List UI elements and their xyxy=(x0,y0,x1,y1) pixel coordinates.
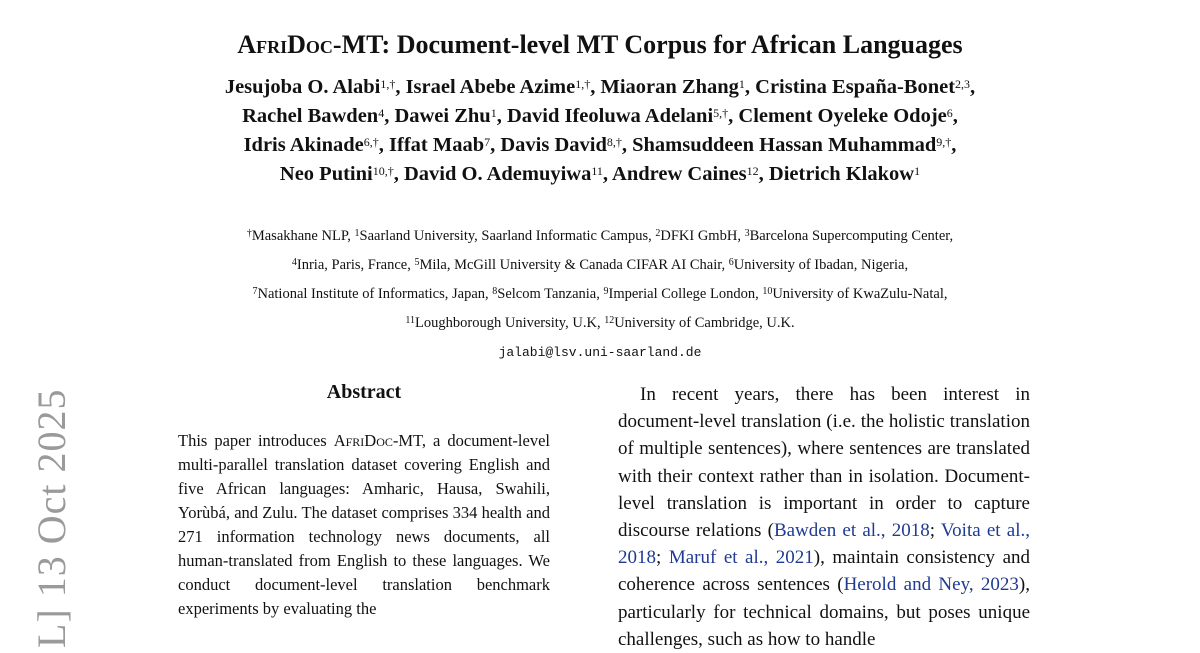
abstract-name-suffix: -MT xyxy=(392,431,422,450)
affiliation-marker: 12 xyxy=(604,315,615,326)
affiliation-name: DFKI GmbH xyxy=(660,228,738,244)
citation-link[interactable]: Bawden et al., 2018 xyxy=(773,520,930,542)
author-name: Clement Oyeleke Odoje xyxy=(738,105,947,127)
abstract-heading: Abstract xyxy=(326,381,402,403)
affiliation-marker: 8 xyxy=(492,286,498,297)
author-affiliation-marker: 6 xyxy=(946,106,953,120)
author-affiliation-marker: 1 xyxy=(914,164,921,178)
paper-title xyxy=(0,30,1200,60)
citation-link[interactable]: Voita et al., 2018 xyxy=(618,520,1031,569)
title-name-suffix: -MT xyxy=(332,30,382,59)
author-affiliation-marker: 8,† xyxy=(606,135,622,149)
affiliation xyxy=(414,257,721,273)
author-affiliation-marker: 1 xyxy=(738,77,745,91)
affiliation xyxy=(604,286,756,302)
affiliation-name: Imperial College London xyxy=(608,286,756,302)
author-name: David Ifeoluwa Adelani xyxy=(506,105,714,127)
affiliation-name: University of Cambridge, U.K. xyxy=(614,315,795,331)
intro-separator: ; xyxy=(656,547,669,569)
affiliation-name: National Institute of Informatics, Japan xyxy=(257,286,486,302)
author-affiliation-marker: 1,† xyxy=(575,77,591,91)
affiliation-name: University of Ibadan, Nigeria xyxy=(733,257,905,273)
author-name: Dietrich Klakow xyxy=(768,163,915,185)
author-name: Jesujoba O. Alabi xyxy=(224,76,381,98)
author-name: Iffat Maab xyxy=(389,134,485,156)
affiliation-marker: 9 xyxy=(603,286,609,297)
author xyxy=(769,163,920,185)
abstract-body-text: , a document-level multi-parallel translation dataset covering English and five African languages: Amharic, Hausa, Swahili, Yorùbá, and Zulu. The dataset comprises 334 health and 271 information technology news documents, all human-translated from English to these languages. We conduct document-level translation benchmark experiments by evaluating the xyxy=(178,431,550,618)
abstract-text xyxy=(178,429,550,621)
author xyxy=(600,76,744,98)
author-affiliation-marker: 10,† xyxy=(372,164,394,178)
author xyxy=(389,134,490,156)
author-affiliation-marker: 5,† xyxy=(713,106,729,120)
author xyxy=(632,134,951,156)
affiliation xyxy=(355,228,649,244)
author xyxy=(507,105,728,127)
citation-link[interactable]: Maruf et al., 2021 xyxy=(668,547,814,569)
author xyxy=(738,105,952,127)
introduction-paragraph xyxy=(618,381,1030,653)
affiliation-name: Selcom Tanzania xyxy=(497,286,597,302)
affiliation xyxy=(655,228,737,244)
author xyxy=(242,105,384,127)
contact-email[interactable]: jalabi@lsv.uni-saarland.de xyxy=(498,345,702,360)
title-name-smallcaps: AfriDoc xyxy=(237,30,333,59)
arxiv-side-stamp: L] 13 Oct 2025 xyxy=(29,388,74,648)
author-list: Jesujoba O. Alabi$^{1,\dagger}$, Israel Abebe Azime$^{1,\dagger}$, Miaoran Zhang$^1$, Cristina España-Bonet$^{2,3}$, Rachel Bawden$^4$, Dawei Zhu$^1$, David Ifeoluwa Adelani$^{5,\dagger}$, Clement Oyeleke Odoje$^6$, Idris Akinade$^{6,\dagger}$, Iffat Maab$^7$, Davis David$^{8,\dagger}$, Shamsuddeen Hassan Muhammad$^{9,\dagger}$, Neo Putini$^{10,\dagger}$, David O. Ademuyiwa$^{11}$, Andrew Caines$^{12}$, Dietrich Klakow$^1$ xyxy=(224,76,976,185)
author-name: Dawei Zhu xyxy=(394,105,491,127)
affiliation xyxy=(604,315,794,331)
author-affiliation-marker: 11 xyxy=(591,164,603,178)
affiliation xyxy=(745,228,950,244)
affiliation-name: Masakhane NLP xyxy=(251,228,348,244)
author-affiliation-marker: 1 xyxy=(490,106,497,120)
author xyxy=(225,76,396,98)
author xyxy=(394,105,496,127)
affiliation-marker: 10 xyxy=(762,286,773,297)
affiliations-block xyxy=(120,222,1080,367)
affiliation xyxy=(405,315,597,331)
author-name: Andrew Caines xyxy=(612,163,747,185)
abstract-intro: This paper introduces xyxy=(178,431,334,450)
author-name: Shamsuddeen Hassan Muhammad xyxy=(632,134,937,156)
affiliation-marker: † xyxy=(246,228,252,239)
affiliation xyxy=(729,257,905,273)
affiliation-list: †Masakhane NLP, $^1$Saarland University, Saarland Informatic Campus, $^2$DFKI GmbH, $^3$Barcelona Supercomputing Center, $^4$Inria, Paris, France, $^5$Mila, McGill University & Canada CIFAR AI Chair, $^6$University of Ibadan, Nigeria, $^7$National Institute of Informatics, Japan, $^8$Selcom Tanzania, $^9$Imperial College London, $^{10}$University of KwaZulu-Natal, $^{11}$Loughborough University, U.K, $^{12}$University of Cambridge, U.K. xyxy=(246,228,954,331)
affiliation-name: Barcelona Supercomputing Center xyxy=(749,228,950,244)
intro-text-3: ), particularly for technical domains, but poses unique challenges, such as how to handle xyxy=(618,574,1030,650)
author xyxy=(244,134,379,156)
author xyxy=(406,76,591,98)
affiliation-name: Inria, Paris, France xyxy=(296,257,408,273)
affiliation-marker: 5 xyxy=(414,257,420,268)
author-name: Rachel Bawden xyxy=(242,105,379,127)
author-affiliation-marker: 6,† xyxy=(363,135,379,149)
intro-separator: ; xyxy=(929,520,941,542)
author xyxy=(612,163,759,185)
author-name: Idris Akinade xyxy=(243,134,364,156)
intro-text-2: ), maintain consistency and coherence across sentences ( xyxy=(618,547,1031,596)
author xyxy=(500,134,622,156)
author xyxy=(404,163,603,185)
affiliation-marker: 4 xyxy=(291,257,297,268)
author-name: David O. Ademuyiwa xyxy=(403,163,592,185)
author xyxy=(755,76,970,98)
author-affiliation-marker: 1,† xyxy=(380,77,396,91)
affiliation-name: Loughborough University, U.K xyxy=(415,315,597,331)
affiliation-marker: 2 xyxy=(655,228,661,239)
author-affiliation-marker: 9,† xyxy=(936,135,952,149)
affiliation xyxy=(492,286,596,302)
author-name: Miaoran Zhang xyxy=(600,76,739,98)
author xyxy=(280,163,394,185)
affiliation-name: Mila, McGill University & Canada CIFAR AI Chair xyxy=(419,257,722,273)
author-affiliation-marker: 12 xyxy=(746,164,759,178)
affiliation xyxy=(253,286,486,302)
affiliation-marker: 11 xyxy=(405,315,416,326)
affiliation xyxy=(762,286,944,302)
author-name: Cristina España-Bonet xyxy=(755,76,956,98)
author-name: Davis David xyxy=(500,134,607,156)
author-affiliation-marker: 4 xyxy=(378,106,385,120)
affiliation xyxy=(247,228,347,244)
affiliation-marker: 1 xyxy=(354,228,360,239)
affiliation-marker: 3 xyxy=(744,228,750,239)
citation-link[interactable]: Herold and Ney, 2023 xyxy=(843,574,1019,596)
affiliation-name: University of KwaZulu-Natal xyxy=(772,286,944,302)
affiliation-marker: 6 xyxy=(728,257,734,268)
author-affiliation-marker: 7 xyxy=(484,135,491,149)
author-affiliation-marker: 2,3 xyxy=(955,77,971,91)
title-rest: : Document-level MT Corpus for African Languages xyxy=(381,30,963,59)
affiliation xyxy=(292,257,407,273)
intro-text-1: In recent years, there has been interest in document-level translation (i.e. the holistic translation of multiple sentences), where sentences are translated with their context rather than in isolation. Document-level translation is important in order to capture discourse relations ( xyxy=(618,384,1030,542)
author-name: Israel Abebe Azime xyxy=(405,76,576,98)
abstract-name-smallcaps: AfriDoc xyxy=(333,431,393,450)
affiliation-marker: 7 xyxy=(252,286,258,297)
author-name: Neo Putini xyxy=(279,163,373,185)
affiliation-name: Saarland University, Saarland Informatic Campus xyxy=(359,228,649,244)
